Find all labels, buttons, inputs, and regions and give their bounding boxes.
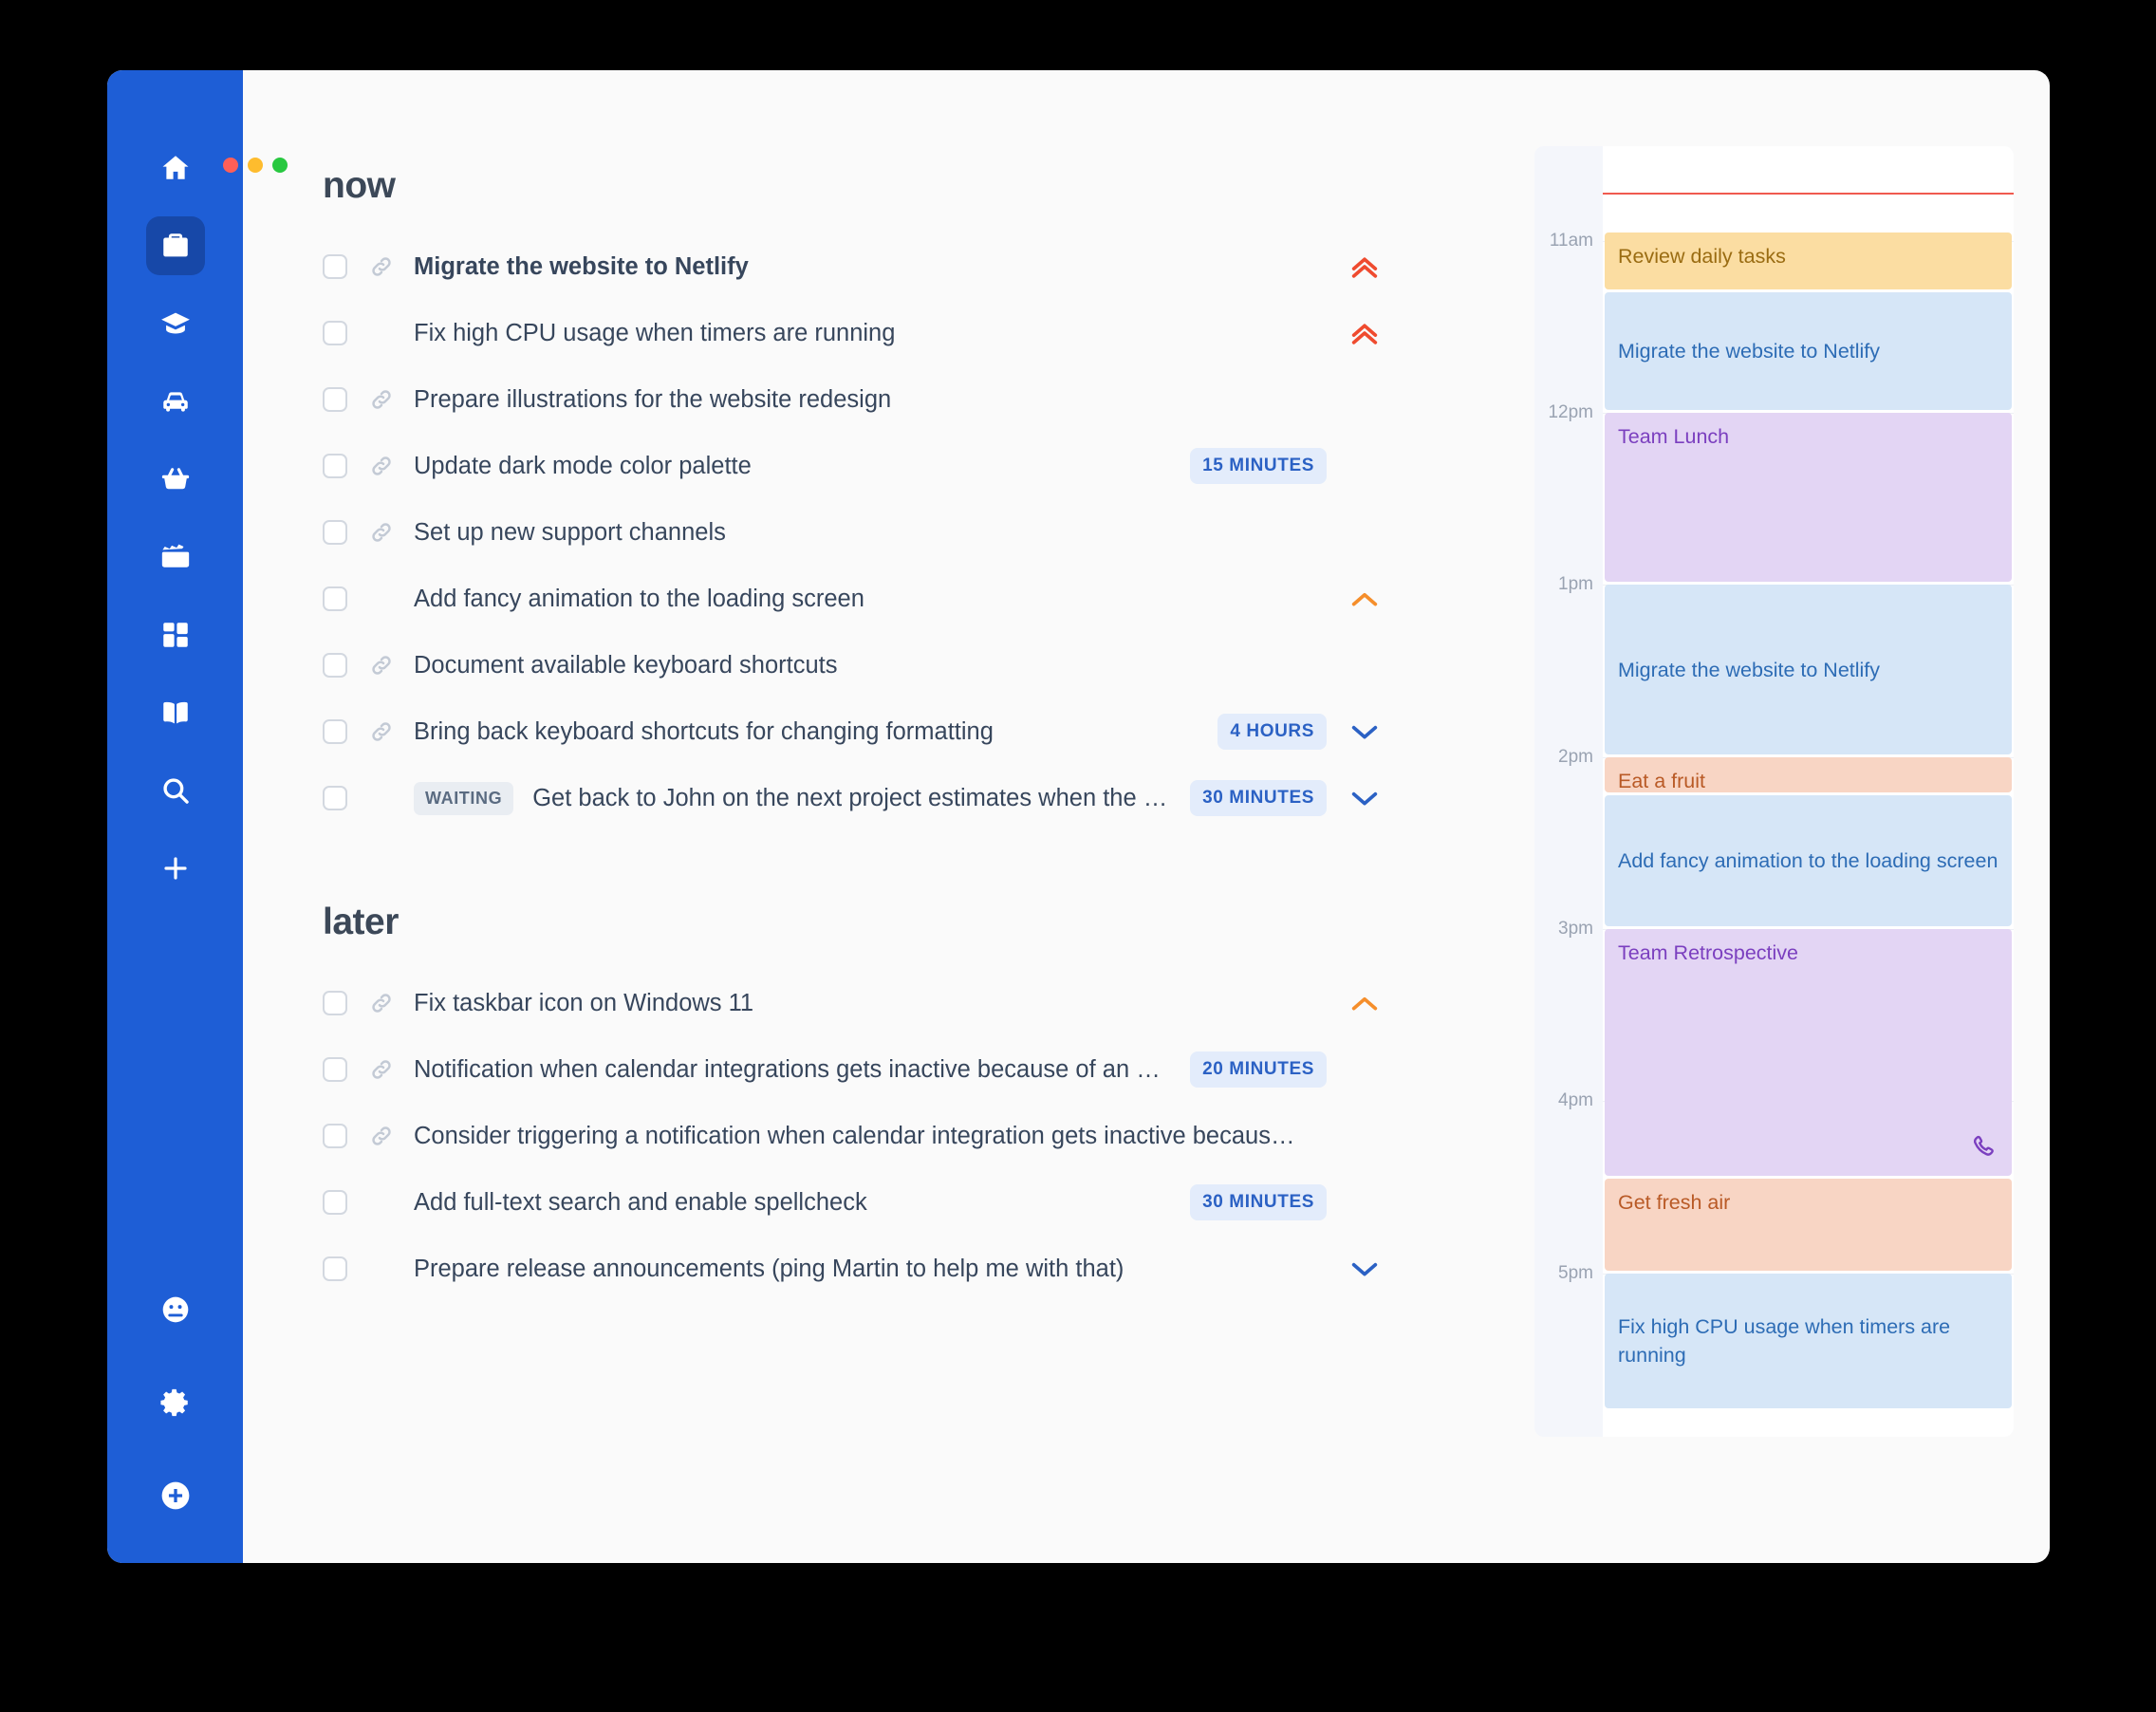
duration-badge: 30 MINUTES (1190, 1184, 1327, 1220)
briefcase-icon (159, 230, 192, 262)
task-checkbox[interactable] (323, 719, 347, 744)
sidebar-item-car[interactable] (146, 372, 205, 431)
task-checkbox[interactable] (323, 387, 347, 412)
task-title[interactable]: Bring back keyboard shortcuts for changing formatting (414, 717, 994, 745)
clapperboard-icon (159, 541, 192, 573)
calendar-event[interactable] (1605, 292, 2012, 410)
duration-badge: 20 MINUTES (1190, 1051, 1327, 1088)
sidebar-item-all[interactable] (146, 605, 205, 664)
car-icon (159, 385, 192, 418)
calendar-event-title: Eat a fruit (1618, 769, 1706, 792)
calendar-event-title: Review daily tasks (1618, 244, 1786, 268)
sidebar-item-home[interactable] (146, 139, 205, 197)
task-row[interactable] (300, 300, 1410, 366)
book-icon (159, 697, 192, 729)
home-icon (159, 152, 192, 184)
duration-badge: 30 MINUTES (1190, 780, 1327, 816)
smiley-icon (159, 1293, 192, 1326)
link-icon[interactable] (368, 718, 395, 745)
task-title[interactable]: Fix taskbar icon on Windows 11 (414, 989, 754, 1016)
plus-circle-icon (158, 1479, 193, 1513)
task-checkbox[interactable] (323, 991, 347, 1015)
task-title[interactable]: Set up new support channels (414, 518, 726, 546)
link-icon[interactable] (368, 1056, 395, 1083)
graduation-cap-icon (159, 307, 192, 340)
task-checkbox[interactable] (323, 1256, 347, 1281)
calendar-event[interactable] (1605, 1274, 2012, 1408)
calendar-event[interactable] (1605, 757, 2012, 792)
calendar-event-title: Get fresh air (1618, 1191, 1731, 1214)
basket-icon (159, 463, 192, 495)
task-title[interactable]: Add fancy animation to the loading screen (414, 585, 864, 612)
duration-badge: 15 MINUTES (1190, 448, 1327, 484)
task-list (243, 127, 1410, 1563)
task-row[interactable] (300, 499, 1410, 566)
calendar-events-area[interactable] (1603, 146, 2014, 1437)
calendar-hour-label: 2pm (1558, 746, 1593, 767)
gear-icon (159, 1386, 192, 1419)
task-row[interactable] (300, 566, 1410, 632)
sidebar-item-settings[interactable] (146, 1373, 205, 1432)
link-icon[interactable] (368, 519, 395, 546)
priority-high-icon[interactable] (1348, 316, 1382, 350)
task-title[interactable]: Prepare release announcements (ping Martin to help me with that) (414, 1255, 1124, 1282)
calendar-panel[interactable] (1534, 146, 2014, 1437)
calendar-event-title: Team Retrospective (1618, 941, 1798, 965)
link-icon[interactable] (368, 453, 395, 479)
task-row[interactable] (300, 1236, 1410, 1302)
sidebar-item-add-list[interactable] (146, 839, 205, 898)
sidebar-item-new-task[interactable] (146, 1466, 205, 1525)
sidebar-item-search[interactable] (146, 761, 205, 820)
task-checkbox[interactable] (323, 786, 347, 810)
task-row[interactable] (300, 632, 1410, 698)
calendar-event-title: Add fancy animation to the loading screen (1618, 848, 1998, 872)
task-row[interactable] (300, 233, 1410, 300)
sidebar-item-reading[interactable] (146, 683, 205, 742)
sidebar (107, 70, 243, 1563)
section-title-now: now (323, 165, 396, 206)
task-title[interactable]: Add full-text search and enable spellcheck (414, 1188, 867, 1216)
sidebar-item-shopping[interactable] (146, 450, 205, 509)
sidebar-nav (146, 120, 205, 898)
task-checkbox[interactable] (323, 520, 347, 545)
priority-low-icon[interactable] (1348, 1252, 1382, 1286)
main-content (243, 70, 2050, 1563)
task-checkbox[interactable] (323, 454, 347, 478)
calendar-event[interactable] (1605, 233, 2012, 289)
status-badge: WAITING (414, 782, 513, 815)
calendar-event-title: Migrate the website to Netlify (1618, 658, 1881, 681)
link-icon[interactable] (368, 386, 395, 413)
calendar-hour-label: 5pm (1558, 1262, 1593, 1283)
plus-icon (160, 853, 191, 884)
sidebar-nav-bottom (146, 1246, 205, 1563)
close-window-button[interactable] (223, 158, 238, 173)
calendar-hour-label: 12pm (1548, 402, 1593, 423)
priority-low-icon[interactable] (1348, 715, 1382, 749)
task-row[interactable] (300, 1103, 1410, 1169)
calendar-hour-label: 11am (1549, 230, 1593, 251)
sidebar-item-profile[interactable] (146, 1280, 205, 1339)
task-row[interactable] (300, 765, 1410, 831)
calendar-hour-label: 4pm (1558, 1090, 1593, 1111)
sidebar-item-study[interactable] (146, 294, 205, 353)
link-icon[interactable] (368, 652, 395, 679)
task-title[interactable]: Migrate the website to Netlify (414, 252, 749, 280)
calendar-event-title: Migrate the website to Netlify (1618, 340, 1881, 363)
task-checkbox[interactable] (323, 653, 347, 678)
calendar-current-time-line (1603, 193, 2014, 195)
task-title[interactable]: Get back to John on the next project estimates when the … (532, 784, 1168, 811)
task-title[interactable]: Consider triggering a notification when calendar integration gets inactive becaus… (414, 1122, 1295, 1149)
calendar-event[interactable] (1605, 795, 2012, 926)
sidebar-item-work[interactable] (146, 216, 205, 275)
calendar-event[interactable] (1605, 929, 2012, 1176)
section-title-later: later (323, 902, 399, 942)
task-title[interactable]: Update dark mode color palette (414, 452, 752, 479)
calendar-event[interactable] (1605, 1179, 2012, 1271)
task-checkbox[interactable] (323, 1190, 347, 1215)
task-title[interactable]: Notification when calendar integrations gets inactive because of an … (414, 1055, 1161, 1083)
task-row[interactable] (300, 1036, 1410, 1103)
calendar-event-title: Team Lunch (1618, 425, 1730, 449)
calendar-hour-label: 1pm (1558, 574, 1593, 595)
calendar-event[interactable] (1605, 413, 2012, 582)
calendar-hour-gutter (1534, 146, 1603, 1437)
calendar-event[interactable] (1605, 585, 2012, 754)
task-row[interactable] (300, 970, 1410, 1036)
task-row[interactable] (300, 366, 1410, 433)
priority-low-icon[interactable] (1348, 781, 1382, 815)
task-row[interactable] (300, 433, 1410, 499)
task-title[interactable]: Fix high CPU usage when timers are running (414, 319, 896, 346)
sidebar-item-movies[interactable] (146, 528, 205, 586)
calendar-event-title: Fix high CPU usage when timers are running (1618, 1314, 1951, 1367)
task-title[interactable]: Prepare illustrations for the website redesign (414, 385, 892, 413)
link-icon[interactable] (368, 990, 395, 1016)
priority-medium-icon[interactable] (1348, 986, 1382, 1020)
duration-badge: 4 HOURS (1217, 714, 1327, 750)
task-checkbox[interactable] (323, 586, 347, 611)
grid-icon (159, 619, 192, 651)
phone-icon (1970, 1132, 1998, 1168)
app-window (107, 70, 2050, 1563)
task-checkbox[interactable] (323, 1057, 347, 1082)
search-icon (159, 774, 192, 807)
priority-high-icon[interactable] (1348, 250, 1382, 284)
task-title[interactable]: Document available keyboard shortcuts (414, 651, 838, 679)
task-checkbox[interactable] (323, 321, 347, 345)
task-row[interactable] (300, 1169, 1410, 1236)
link-icon[interactable] (368, 1123, 395, 1149)
task-checkbox[interactable] (323, 254, 347, 279)
task-row[interactable] (300, 698, 1410, 765)
calendar-hour-label: 3pm (1558, 919, 1593, 940)
task-checkbox[interactable] (323, 1124, 347, 1148)
priority-medium-icon[interactable] (1348, 582, 1382, 616)
link-icon[interactable] (368, 253, 395, 280)
